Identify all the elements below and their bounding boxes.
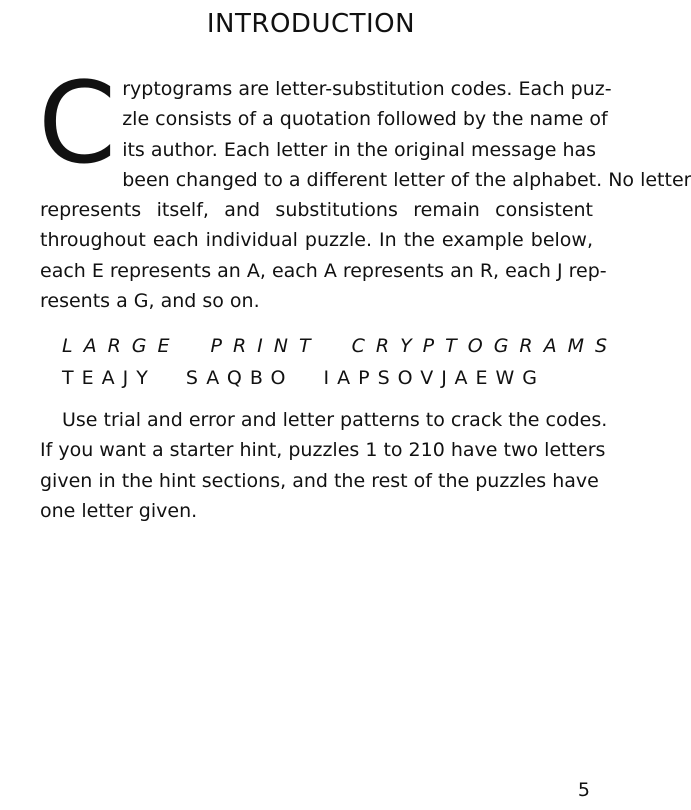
plaintext-row: [62, 330, 619, 362]
intro-line: its author. Each letter in the original message has: [122, 138, 597, 161]
plaintext-word: LARGE: [62, 335, 181, 357]
intro-line: been changed to a different letter of the alphabet. No letter: [122, 168, 691, 191]
intro-line: represents itself, and substitutions remain consistent: [40, 199, 593, 222]
ciphertext-row: [62, 362, 546, 394]
ciphertext-word: SAQBO: [185, 367, 294, 389]
page-number: 5: [577, 779, 590, 801]
page-title: INTRODUCTION: [206, 9, 416, 39]
intro-line: zle consists of a quotation followed by the name of: [122, 108, 608, 131]
cryptogram-example: [62, 330, 619, 394]
hint-line: If you want a starter hint, puzzles 1 to 210 have two letters: [40, 439, 606, 462]
hint-line: given in the hint sections, and the rest of the puzzles have: [40, 469, 599, 492]
intro-line: each E represents an A, each A represents an R, each J rep-: [40, 259, 607, 282]
drop-cap: C: [38, 59, 117, 189]
ciphertext-word: TEAJY: [62, 367, 156, 389]
intro-line: resents a G, and so on.: [40, 290, 260, 313]
hint-line: one letter given.: [40, 499, 198, 522]
hint-paragraph: [40, 405, 608, 526]
hint-line: Use trial and error and letter patterns to crack the codes.: [62, 409, 608, 431]
plaintext-word: CRYPTOGRAMS: [351, 335, 619, 357]
intro-line: ryptograms are letter-substitution codes. Each puz-: [122, 78, 612, 100]
intro-paragraph: [38, 59, 691, 316]
ciphertext-word: IAPSOVJAEWG: [323, 367, 546, 389]
intro-line: throughout each individual puzzle. In the example below,: [40, 229, 593, 252]
plaintext-word: PRINT: [210, 335, 322, 357]
